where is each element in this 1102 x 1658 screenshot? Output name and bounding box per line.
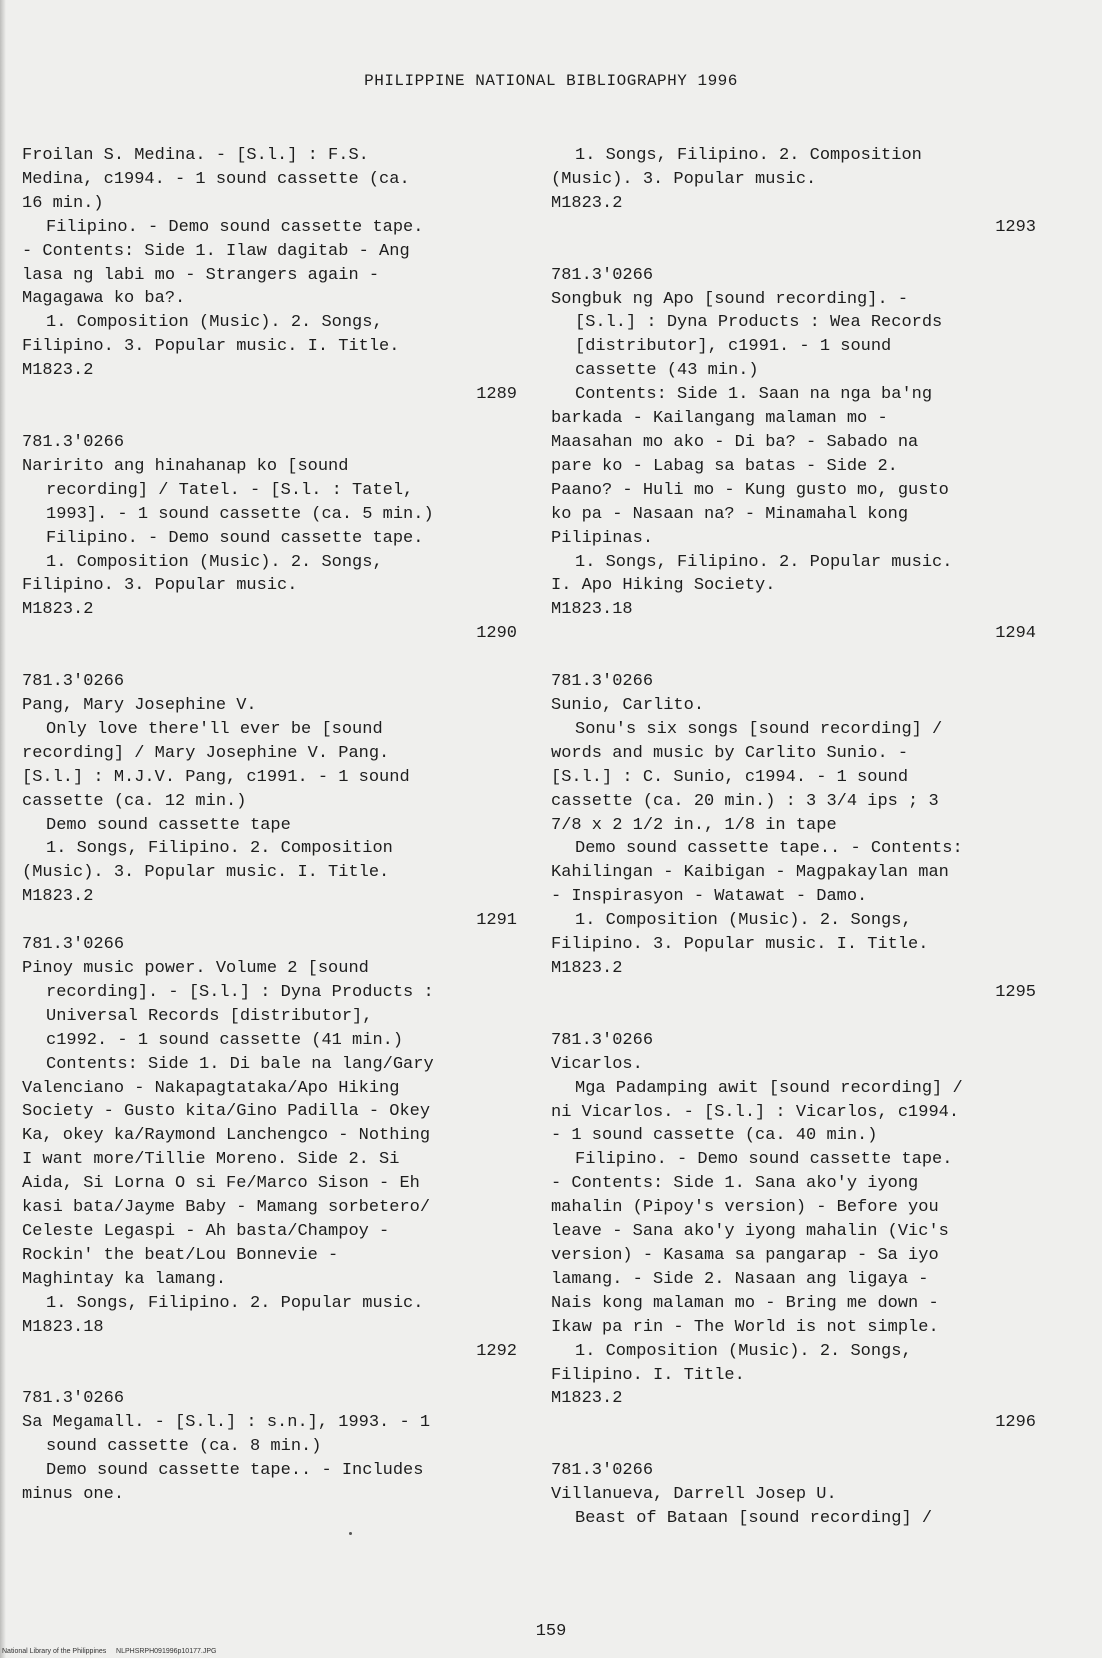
- classification-number: 781.3'0266: [22, 672, 125, 692]
- entry-line: words and music by Carlito Sunio. -: [551, 743, 909, 763]
- entry-line: Ka, okey ka/Raymond Lanchengco - Nothing: [22, 1126, 431, 1146]
- entry-line: I want more/Tillie Moreno. Side 2. Si: [22, 1150, 400, 1170]
- entry-line: Pilipinas.: [551, 528, 654, 548]
- right-column: [551, 144, 1036, 1531]
- entry-line: cassette (ca. 20 min.) : 3 3/4 ips ; 3: [551, 791, 939, 811]
- entry-number: 1293: [995, 217, 1036, 237]
- running-header: PHILIPPINE NATIONAL BIBLIOGRAPHY 1996: [364, 72, 738, 90]
- entry-number: 1294: [995, 624, 1036, 644]
- entry-number: 1296: [995, 1413, 1036, 1433]
- entry-line: Medina, c1994. - 1 sound cassette (ca.: [22, 169, 410, 189]
- entry-line: [S.l.] : M.J.V. Pang, c1991. - 1 sound: [22, 767, 410, 787]
- entry-line: Filipino. - Demo sound cassette tape.: [46, 217, 424, 237]
- entry-line: 1. Composition (Music). 2. Songs,: [46, 552, 383, 572]
- entry-line: kasi bata/Jayme Baby - Mamang sorbetero/: [22, 1198, 431, 1218]
- print-speck: [349, 1532, 352, 1535]
- entry-line: Contents: Side 1. Di bale na lang/Gary: [46, 1054, 434, 1074]
- entry-line: Naririto ang hinahanap ko [sound: [22, 456, 349, 476]
- page-edge-shadow: [0, 0, 6, 1658]
- entry-line: - Contents: Side 1. Ilaw dagitab - Ang: [22, 241, 410, 261]
- scan-footer: [2, 1648, 216, 1655]
- entry-line: - Contents: Side 1. Sana ako'y iyong: [551, 1174, 919, 1194]
- entry-line: Universal Records [distributor],: [46, 1006, 373, 1026]
- entry-line: Filipino. 3. Popular music.: [22, 576, 298, 596]
- entry-line: I. Apo Hiking Society.: [551, 576, 776, 596]
- entry-line: [S.l.] : C. Sunio, c1994. - 1 sound: [551, 767, 909, 787]
- entry-line: Pang, Mary Josephine V.: [22, 696, 257, 716]
- entry-line: [distributor], c1991. - 1 sound: [575, 337, 892, 357]
- entry-line: Rockin' the beat/Lou Bonnevie -: [22, 1245, 339, 1265]
- entry-line: ko pa - Nasaan na? - Minamahal kong: [551, 504, 909, 524]
- entry-line: recording] / Tatel. - [S.l. : Tatel,: [46, 480, 414, 500]
- entry-line: Paano? - Huli mo - Kung gusto mo, gusto: [551, 480, 949, 500]
- entry-line: 1. Composition (Music). 2. Songs,: [575, 911, 912, 931]
- entry-line: Kahilingan - Kaibigan - Magpakaylan man: [551, 863, 949, 883]
- classification-number: 781.3'0266: [22, 432, 125, 452]
- entry-line: version) - Kasama sa pangarap - Sa iyo: [551, 1245, 939, 1265]
- entry-number: 1292: [476, 1341, 517, 1361]
- entry-line: Aida, Si Lorna O si Fe/Marco Sison - Eh: [22, 1174, 420, 1194]
- entry-line: 1. Songs, Filipino. 2. Popular music.: [46, 1293, 424, 1313]
- entry-line: - Inspirasyon - Watawat - Damo.: [551, 887, 868, 907]
- classification-number: 781.3'0266: [551, 265, 654, 285]
- entry-line: 1. Songs, Filipino. 2. Composition: [575, 146, 922, 165]
- entry-line: Filipino. 3. Popular music. I. Title.: [551, 935, 929, 955]
- entry-1293-end: [551, 144, 1036, 240]
- entry-line: Valenciano - Nakapagtataka/Apo Hiking: [22, 1078, 400, 1098]
- entry-line: [S.l.] : Dyna Products : Wea Records: [575, 313, 943, 333]
- entry-line: 1. Songs, Filipino. 2. Popular music.: [575, 552, 953, 572]
- entry-line: ni Vicarlos. - [S.l.] : Vicarlos, c1994.: [551, 1102, 960, 1122]
- classification-number: 781.3'0266: [551, 672, 654, 692]
- entry-line: cassette (43 min.): [575, 361, 759, 381]
- entry-number: 1291: [476, 911, 517, 931]
- entry-line: Mga Padamping awit [sound recording] /: [575, 1078, 963, 1098]
- entry-line: Filipino. - Demo sound cassette tape.: [46, 528, 424, 548]
- classification-number: 781.3'0266: [551, 1461, 654, 1481]
- call-number: M1823.18: [551, 600, 633, 620]
- entry-1293-start: [22, 1387, 517, 1507]
- entry-line: cassette (ca. 12 min.): [22, 791, 247, 811]
- entry-line: lasa ng labi mo - Strangers again -: [22, 265, 380, 285]
- entry-line: - 1 sound cassette (ca. 40 min.): [551, 1126, 878, 1146]
- entry-line: mahalin (Pipoy's version) - Before you: [551, 1198, 939, 1218]
- entry-number: 1295: [995, 982, 1036, 1002]
- entry-line: Demo sound cassette tape.. - Includes: [46, 1461, 424, 1481]
- entry-line: Ikaw pa rin - The World is not simple.: [551, 1317, 939, 1337]
- entry-line: Society - Gusto kita/Gino Padilla - Okey: [22, 1102, 431, 1122]
- entry-line: Maasahan mo ako - Di ba? - Sabado na: [551, 432, 919, 452]
- entry-line: lamang. - Side 2. Nasaan ang ligaya -: [551, 1269, 929, 1289]
- entry-number: 1289: [476, 385, 517, 405]
- entry-line: 16 min.): [22, 193, 104, 213]
- entry-line: 1. Songs, Filipino. 2. Composition: [46, 839, 393, 859]
- entry-line: Songbuk ng Apo [sound recording]. -: [551, 289, 909, 309]
- call-number: M1823.2: [22, 361, 94, 381]
- call-number: M1823.2: [551, 1389, 623, 1409]
- entry-line: recording]. - [S.l.] : Dyna Products :: [46, 982, 434, 1002]
- entry-1295: [551, 670, 1036, 1005]
- entry-line: leave - Sana ako'y iyong mahalin (Vic's: [551, 1222, 949, 1242]
- entry-line: Vicarlos.: [551, 1054, 643, 1074]
- entry-line: 1993]. - 1 sound cassette (ca. 5 min.): [46, 504, 434, 524]
- entry-number: 1290: [476, 624, 517, 644]
- entry-1294: [551, 264, 1036, 647]
- entry-line: Sonu's six songs [sound recording] /: [575, 719, 943, 739]
- call-number: M1823.18: [22, 1317, 104, 1337]
- entry-line: 7/8 x 2 1/2 in., 1/8 in tape: [551, 815, 837, 835]
- call-number: M1823.2: [22, 600, 94, 620]
- footer-source: National Library of the Philippines: [2, 1648, 107, 1655]
- page-number: 159: [535, 1622, 567, 1641]
- entry-1290: [22, 431, 517, 646]
- entry-line: 1. Composition (Music). 2. Songs,: [575, 1341, 912, 1361]
- entry-line: recording] / Mary Josephine V. Pang.: [22, 743, 390, 763]
- entry-line: Filipino. - Demo sound cassette tape.: [575, 1150, 953, 1170]
- entry-1297-start: [551, 1459, 1036, 1531]
- entry-line: (Music). 3. Popular music. I. Title.: [22, 863, 390, 883]
- entry-1289: [22, 144, 517, 407]
- entry-1291: [22, 670, 517, 933]
- entry-line: sound cassette (ca. 8 min.): [46, 1437, 322, 1457]
- entry-line: Pinoy music power. Volume 2 [sound: [22, 959, 369, 978]
- entry-line: Filipino. I. Title.: [551, 1365, 745, 1385]
- call-number: M1823.2: [551, 959, 623, 978]
- entry-line: Magagawa ko ba?.: [22, 289, 186, 309]
- entry-line: Froilan S. Medina. - [S.l.] : F.S.: [22, 146, 369, 165]
- classification-number: 781.3'0266: [22, 935, 125, 955]
- footer-file: NLPHSRPH091996p10177.JPG: [116, 1648, 217, 1655]
- entry-line: Beast of Bataan [sound recording] /: [575, 1509, 933, 1529]
- entry-line: Demo sound cassette tape: [46, 815, 291, 835]
- entry-line: Nais kong malaman mo - Bring me down -: [551, 1293, 939, 1313]
- entry-line: (Music). 3. Popular music.: [551, 169, 817, 189]
- entry-line: Sunio, Carlito.: [551, 696, 705, 716]
- entry-line: Maghintay ka lamang.: [22, 1269, 227, 1289]
- entry-line: pare ko - Labag sa batas - Side 2.: [551, 456, 898, 476]
- call-number: M1823.2: [551, 193, 623, 213]
- entry-1296: [551, 1029, 1036, 1435]
- entry-line: Only love there'll ever be [sound: [46, 719, 383, 739]
- entry-line: c1992. - 1 sound cassette (41 min.): [46, 1030, 404, 1050]
- entry-line: Filipino. 3. Popular music. I. Title.: [22, 337, 400, 357]
- call-number: M1823.2: [22, 887, 94, 907]
- entry-1292: [22, 933, 517, 1363]
- left-column: [22, 144, 517, 1507]
- entry-line: Celeste Legaspi - Ah basta/Champoy -: [22, 1221, 390, 1241]
- classification-number: 781.3'0266: [22, 1389, 125, 1409]
- entry-line: barkada - Kailangang malaman mo -: [551, 409, 888, 429]
- entry-line: Sa Megamall. - [S.l.] : s.n.], 1993. - 1: [22, 1413, 431, 1433]
- entry-line: 1. Composition (Music). 2. Songs,: [46, 313, 383, 333]
- classification-number: 781.3'0266: [551, 1030, 654, 1050]
- entry-line: Demo sound cassette tape.. - Contents:: [575, 839, 963, 859]
- entry-line: Contents: Side 1. Saan na nga ba'ng: [575, 385, 933, 405]
- entry-line: minus one.: [22, 1485, 125, 1505]
- entry-line: Villanueva, Darrell Josep U.: [551, 1485, 837, 1505]
